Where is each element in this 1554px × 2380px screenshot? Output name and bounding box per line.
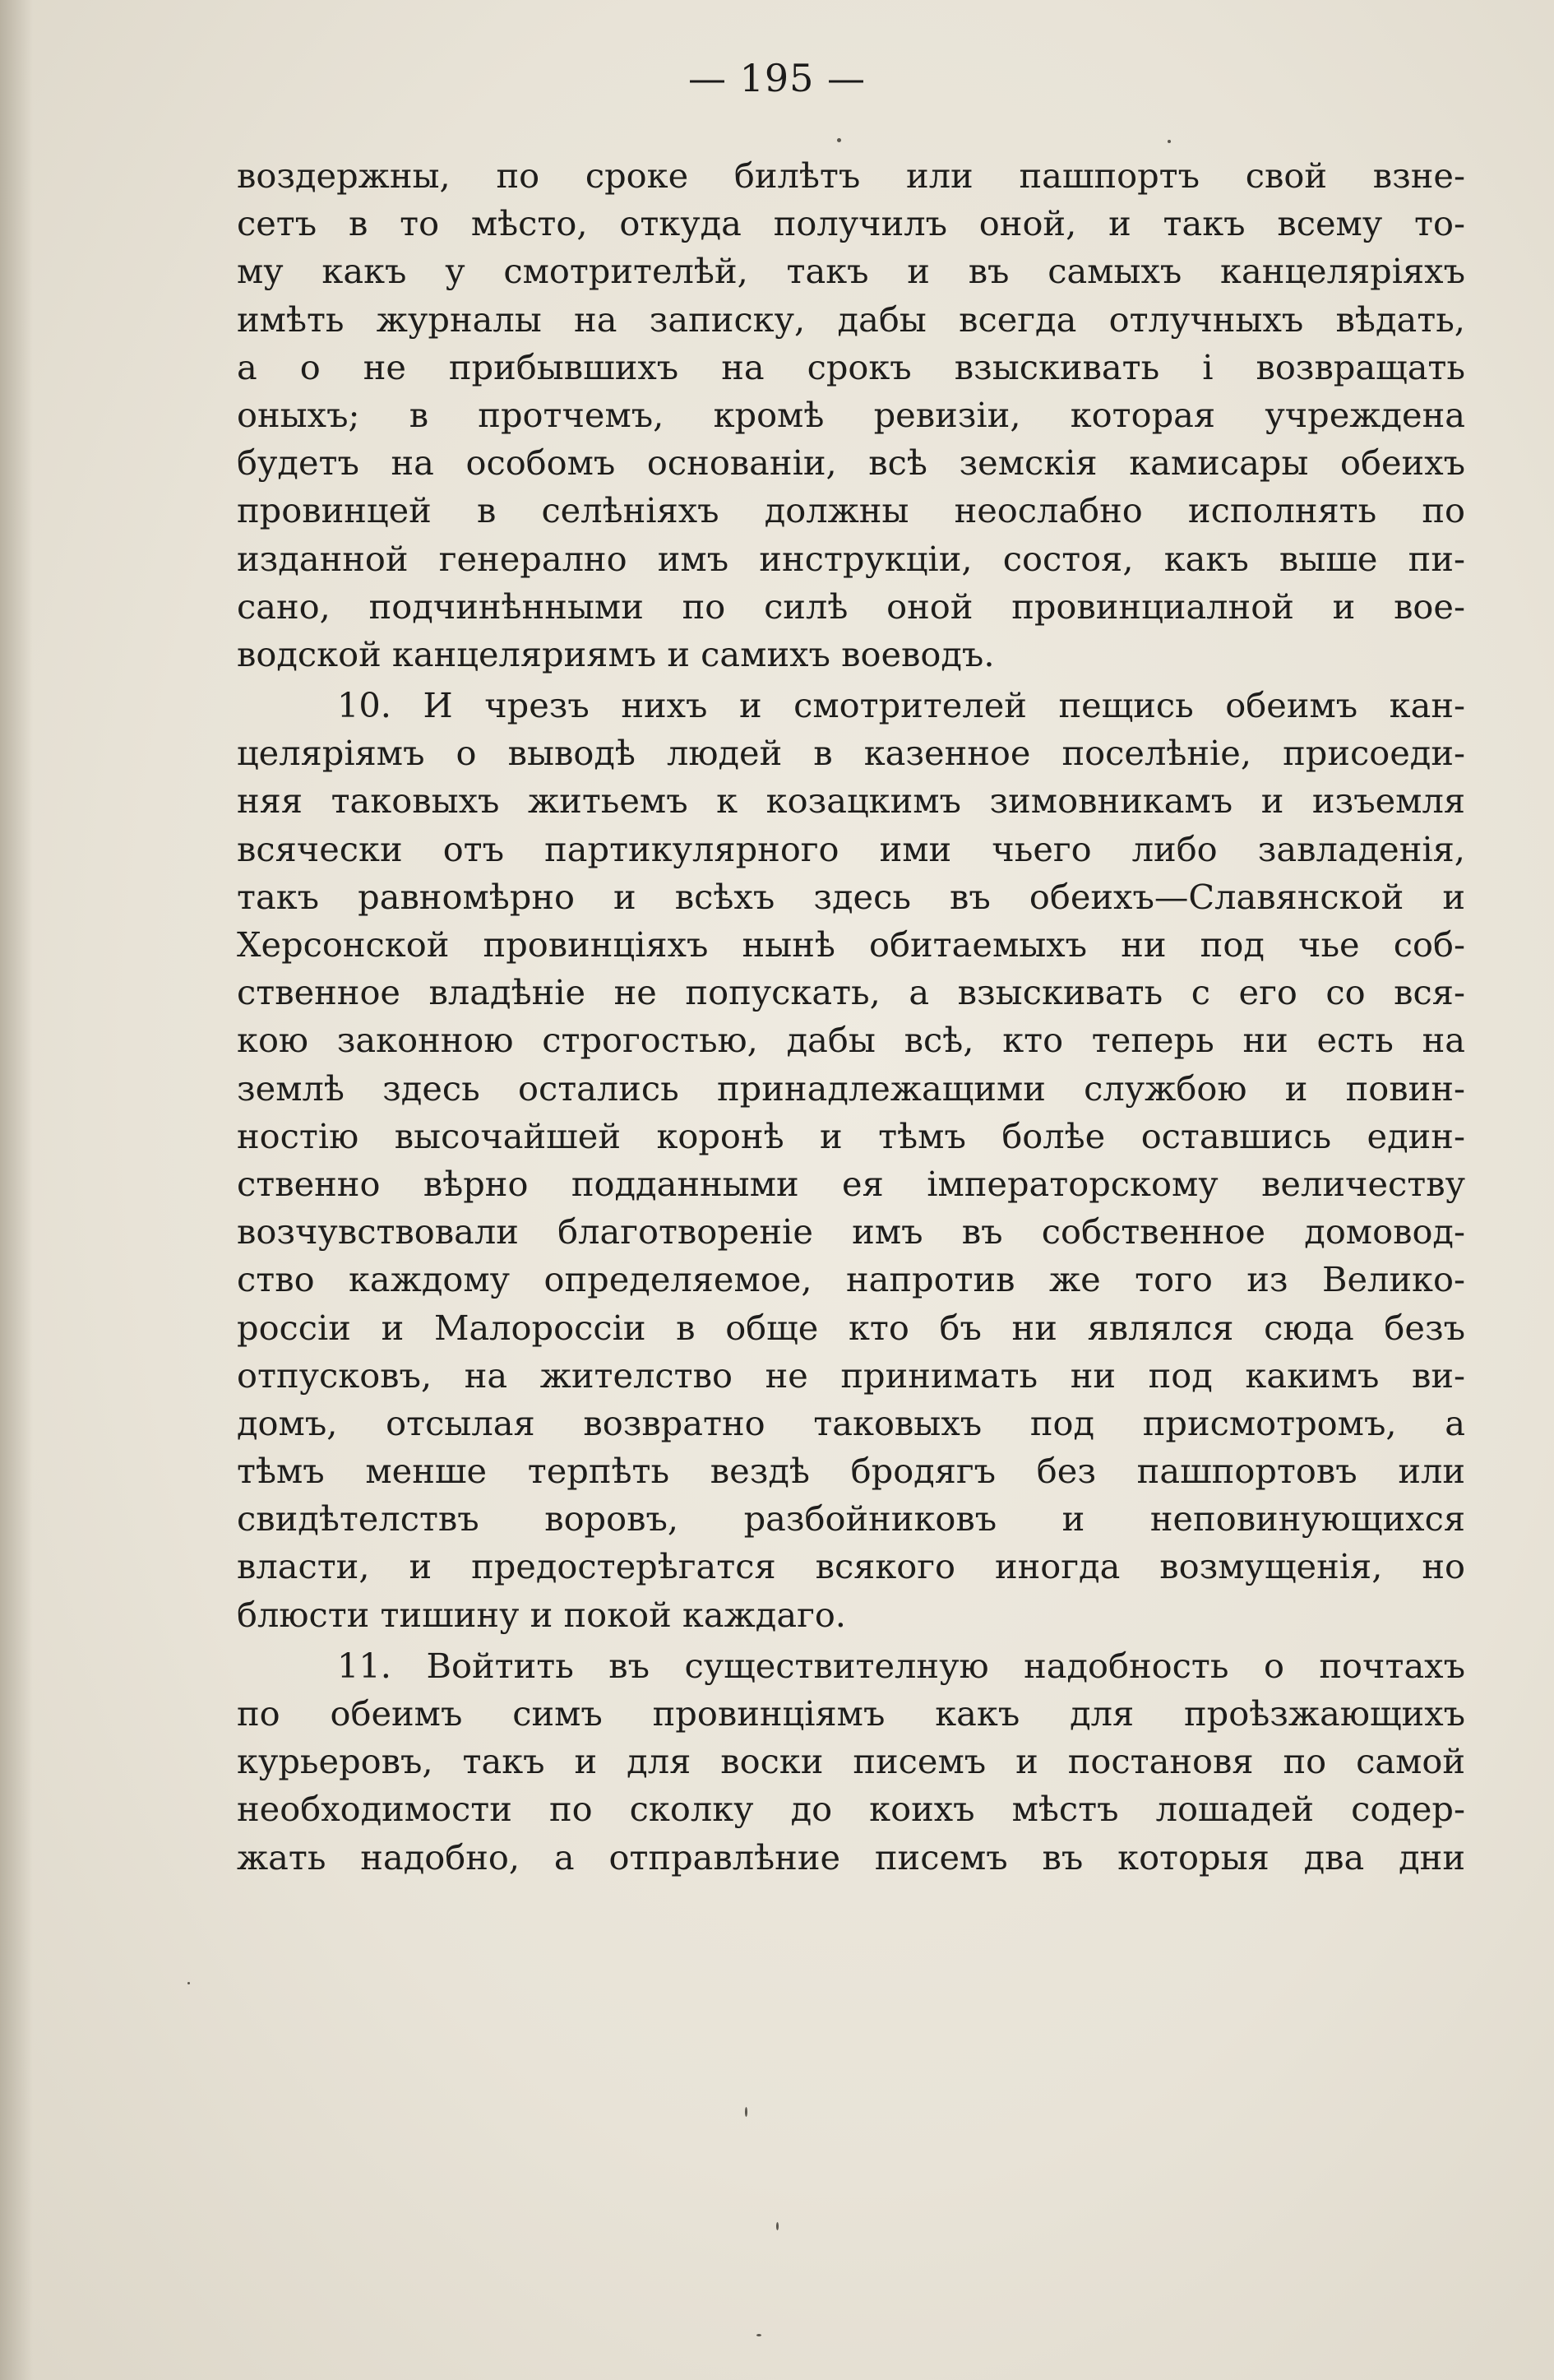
text-line: 11. Войтить въ существителную надобность о почтахъ [337, 1645, 1465, 1686]
text-line: россіи и Малороссіи в обще кто бъ ни являлся сюда безъ [237, 1307, 1465, 1348]
page-binding-shadow [0, 0, 33, 2380]
text-line: воздержны, по сроке билѣтъ или пашпортъ свой взне- [237, 155, 1465, 196]
text-line: жать надобно, а отправлѣние писемъ въ которыя два дни [237, 1836, 1465, 1878]
text-line: всячески отъ партикулярного ими чьего либо завладенія, [237, 828, 1465, 869]
paper-speck [837, 138, 841, 142]
text-line: няя таковыхъ житьемъ к козацкимъ зимовникамъ и изъемля [237, 780, 1465, 822]
text-line: ственно вѣрно подданными ея імператорскому величеству [237, 1163, 1465, 1204]
text-line: отпусковъ, на жителство не принимать ни под какимъ ви- [237, 1354, 1465, 1396]
text-line: ственное владѣніе не попускать, а взыскивать с его со вся- [237, 972, 1465, 1013]
text-line: такъ равномѣрно и всѣхъ здесь въ обеихъ—Славянской и [237, 876, 1465, 917]
text-line: оныхъ; в протчемъ, кромѣ ревизіи, которая учреждена [237, 394, 1465, 435]
text-line: домъ, отсылая возвратно таковыхъ под присмотромъ, а [237, 1402, 1465, 1443]
paper-speck [1168, 140, 1171, 143]
body-text [237, 152, 1465, 1882]
text-line: блюсти тишину и покой каждаго. [237, 1594, 847, 1635]
text-line: му какъ у смотрителѣй, такъ и въ самыхъ канцеляріяхъ [237, 251, 1465, 292]
text-line: водской канцеляриямъ и самихъ воеводъ. [237, 633, 995, 674]
text-line: тѣмъ менше терпѣть вездѣ бродягъ без пашпортовъ или [237, 1451, 1465, 1492]
text-line: ностію высочайшей коронѣ и тѣмъ болѣе оставшись един- [237, 1115, 1465, 1156]
text-line: будетъ на особомъ основаніи, всѣ земскія камисары обеихъ [237, 442, 1465, 484]
paper-speck [187, 1982, 190, 1984]
text-line: возчувствовали благотвореніе имъ въ собственное домовод- [237, 1211, 1465, 1253]
text-line: Херсонской провинціяхъ нынѣ обитаемыхъ ни под чье соб- [237, 924, 1465, 965]
paper-speck [756, 2334, 761, 2336]
page-number: — 195 — [687, 56, 867, 100]
text-line: курьеровъ, такъ и для воски писемъ и постановя по самой [237, 1741, 1465, 1782]
paragraph-10 [237, 682, 1465, 1639]
paper-speck [745, 2107, 747, 2117]
paragraph-11 [237, 1642, 1465, 1882]
text-line: сано, подчинѣнными по силѣ оной провинциалной и вое- [237, 586, 1465, 627]
text-line: имѣть журналы на записку, дабы всегда отлучныхъ вѣдать, [237, 299, 1465, 340]
text-line: изданной генерално имъ инструкціи, состоя, какъ выше пи- [237, 538, 1465, 579]
text-line: свидѣтелствъ воровъ, разбойниковъ и неповинующихся [237, 1498, 1465, 1540]
text-line: провинцей в селѣніяхъ должны неослабно исполнять по [237, 490, 1465, 531]
paper-speck [776, 2222, 779, 2230]
text-line: необходимости по сколку до коихъ мѣстъ лошадей содер- [237, 1789, 1465, 1830]
text-line: власти, и предостерѣгатся всякого иногда возмущенія, но [237, 1546, 1465, 1587]
text-line: по обеимъ симъ провинціямъ какъ для проѣзжающихъ [237, 1693, 1465, 1734]
text-line: ство каждому определяемое, напротив же того из Велико- [237, 1259, 1465, 1300]
text-line: сетъ в то мѣсто, откуда получилъ оной, и такъ всему то- [237, 203, 1465, 244]
text-line: кою законною строгостью, дабы всѣ, кто теперь ни есть на [237, 1020, 1465, 1061]
text-line: целяріямъ о выводѣ людей в казенное поселѣніе, присоеди- [237, 733, 1465, 774]
paragraph-continuation [237, 152, 1465, 678]
text-line: землѣ здесь остались принадлежащими службою и повин- [237, 1067, 1465, 1109]
text-line: 10. И чрезъ нихъ и смотрителей пещись обеимъ кан- [337, 685, 1465, 726]
text-line: а о не прибывшихъ на срокъ взыскивать і возвращать [237, 346, 1465, 387]
